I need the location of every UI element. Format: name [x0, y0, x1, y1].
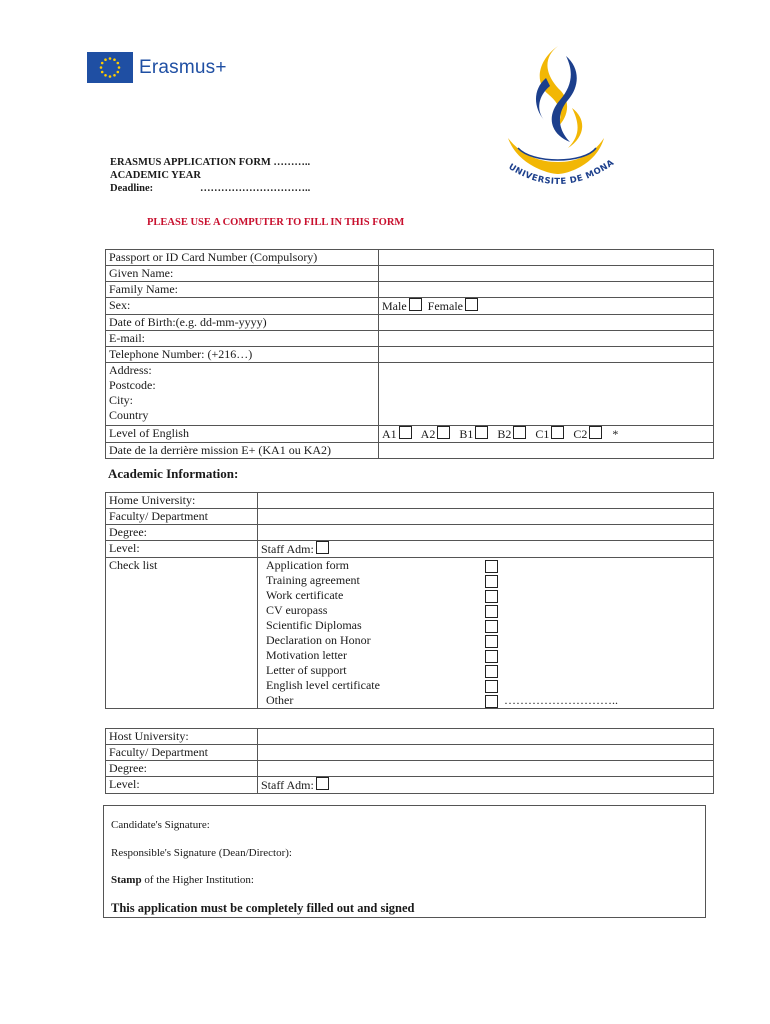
address-label: Address:	[109, 363, 152, 377]
academic-info-heading: Academic Information:	[108, 466, 239, 481]
level-c1-label: C1	[535, 427, 550, 441]
home-faculty-label: Faculty/ Department	[106, 509, 258, 525]
form-title: ERASMUS APPLICATION FORM ………..	[110, 157, 311, 168]
level-c1-checkbox[interactable]	[551, 426, 564, 439]
host-level-field	[258, 777, 714, 794]
passport-label: Passport or ID Card Number (Compulsory)	[106, 250, 379, 266]
female-label: Female	[427, 299, 463, 313]
university-name: UNIVERSITE DE MONA	[506, 157, 617, 188]
level-note: *	[612, 427, 619, 441]
home-university-table	[105, 492, 714, 709]
checklist-item	[258, 588, 713, 603]
sex-label: Sex:	[106, 298, 379, 315]
checklist-checkbox[interactable]	[485, 605, 498, 618]
host-level-label: Level:	[106, 777, 258, 794]
host-staff-adm-checkbox[interactable]	[316, 777, 329, 790]
english-level-field	[379, 426, 714, 443]
level-b1-checkbox[interactable]	[475, 426, 488, 439]
family-name-label: Family Name:	[106, 282, 379, 298]
level-b2-checkbox[interactable]	[513, 426, 526, 439]
signature-box	[103, 805, 706, 918]
checklist-item	[258, 633, 713, 648]
level-a1-checkbox[interactable]	[399, 426, 412, 439]
checklist-checkbox[interactable]	[485, 560, 498, 573]
checklist-item	[258, 663, 713, 678]
checklist-checkbox[interactable]	[485, 635, 498, 648]
checklist-item-label: CV europass	[266, 603, 328, 617]
completion-notice: This application must be completely filled out and signed	[111, 901, 415, 915]
host-university-field[interactable]	[258, 729, 714, 745]
checklist-label: Check list	[106, 558, 258, 709]
erasmus-brand-name: Erasmus+	[139, 56, 227, 78]
responsible-signature-label: Responsible's Signature (Dean/Director):	[111, 847, 292, 859]
address-field[interactable]	[379, 363, 714, 426]
checklist-item-label: Application form	[266, 558, 349, 572]
host-university-label: Host University:	[106, 729, 258, 745]
checklist-item-label: Letter of support	[266, 663, 347, 677]
level-a2-label: A2	[420, 427, 436, 441]
checklist-checkbox[interactable]	[485, 590, 498, 603]
postcode-label: Postcode:	[109, 378, 156, 392]
checklist-checkbox[interactable]	[485, 680, 498, 693]
checklist-item-label: Work certificate	[266, 588, 344, 602]
email-field[interactable]	[379, 331, 714, 347]
stamp-bold: Stamp	[111, 874, 142, 886]
candidate-signature-label: Candidate's Signature:	[111, 819, 210, 831]
checklist-item-label: Motivation letter	[266, 648, 347, 662]
checklist-item-label: English level certificate	[266, 678, 380, 692]
dob-label: Date of Birth:(e.g. dd-mm-yyyy)	[106, 315, 379, 331]
checklist-item	[258, 603, 713, 618]
checklist-checkbox[interactable]	[485, 695, 498, 708]
checklist-checkbox[interactable]	[485, 575, 498, 588]
checklist-checkbox[interactable]	[485, 650, 498, 663]
home-level-field	[258, 541, 714, 558]
home-degree-field[interactable]	[258, 525, 714, 541]
country-label: Country	[109, 408, 149, 422]
checklist-item	[258, 573, 713, 588]
checklist-item-label: Declaration on Honor	[266, 633, 371, 647]
stamp-label	[111, 874, 254, 886]
checklist-item	[258, 558, 713, 573]
home-staff-adm-label: Staff Adm:	[261, 542, 314, 556]
deadline-value: …………………………..	[200, 183, 311, 194]
home-faculty-field[interactable]	[258, 509, 714, 525]
host-faculty-label: Faculty/ Department	[106, 745, 258, 761]
home-staff-adm-checkbox[interactable]	[316, 541, 329, 554]
home-level-label: Level:	[106, 541, 258, 558]
checklist-item	[258, 648, 713, 663]
checklist-item-label: Training agreement	[266, 573, 360, 587]
academic-year-label: ACADEMIC YEAR	[110, 170, 201, 181]
telephone-label: Telephone Number: (+216…)	[106, 347, 379, 363]
email-label: E-mail:	[106, 331, 379, 347]
level-b2-label: B2	[497, 427, 512, 441]
male-checkbox[interactable]	[409, 298, 422, 311]
checklist	[258, 558, 714, 709]
city-label: City:	[109, 393, 134, 407]
male-label: Male	[382, 299, 407, 313]
checklist-item	[258, 678, 713, 693]
host-degree-label: Degree:	[106, 761, 258, 777]
given-name-field[interactable]	[379, 266, 714, 282]
host-university-table	[105, 728, 714, 794]
level-c2-checkbox[interactable]	[589, 426, 602, 439]
home-degree-label: Degree:	[106, 525, 258, 541]
last-mission-field[interactable]	[379, 443, 714, 459]
level-b1-label: B1	[459, 427, 474, 441]
other-specify-dots: ………………………..	[504, 693, 618, 707]
personal-info-table	[105, 249, 714, 459]
home-university-label: Home University:	[106, 493, 258, 509]
instruction-text: PLEASE USE A COMPUTER TO FILL IN THIS FORM	[147, 217, 405, 228]
address-block-labels	[106, 363, 379, 426]
checklist-item-label: Other	[266, 693, 294, 707]
female-checkbox[interactable]	[465, 298, 478, 311]
telephone-field[interactable]	[379, 347, 714, 363]
university-logo	[488, 38, 618, 198]
host-faculty-field[interactable]	[258, 745, 714, 761]
passport-field[interactable]	[379, 250, 714, 266]
checklist-item	[258, 693, 713, 708]
host-degree-field[interactable]	[258, 761, 714, 777]
deadline-label: Deadline:	[110, 183, 154, 194]
dob-field[interactable]	[379, 315, 714, 331]
english-level-label: Level of English	[106, 426, 379, 443]
checklist-item-label: Scientific Diplomas	[266, 618, 362, 632]
eu-flag-icon	[87, 52, 133, 83]
family-name-field[interactable]	[379, 282, 714, 298]
given-name-label: Given Name:	[106, 266, 379, 282]
level-a2-checkbox[interactable]	[437, 426, 450, 439]
last-mission-label: Date de la derrière mission E+ (KA1 ou KA2)	[106, 443, 379, 459]
stamp-rest: of the Higher Institution:	[141, 874, 254, 886]
home-university-field[interactable]	[258, 493, 714, 509]
checklist-checkbox[interactable]	[485, 665, 498, 678]
sex-field	[379, 298, 714, 315]
erasmus-logo	[87, 52, 227, 83]
host-staff-adm-label: Staff Adm:	[261, 778, 314, 792]
level-a1-label: A1	[382, 427, 397, 441]
checklist-item	[258, 618, 713, 633]
checklist-checkbox[interactable]	[485, 620, 498, 633]
level-c2-label: C2	[573, 427, 588, 441]
